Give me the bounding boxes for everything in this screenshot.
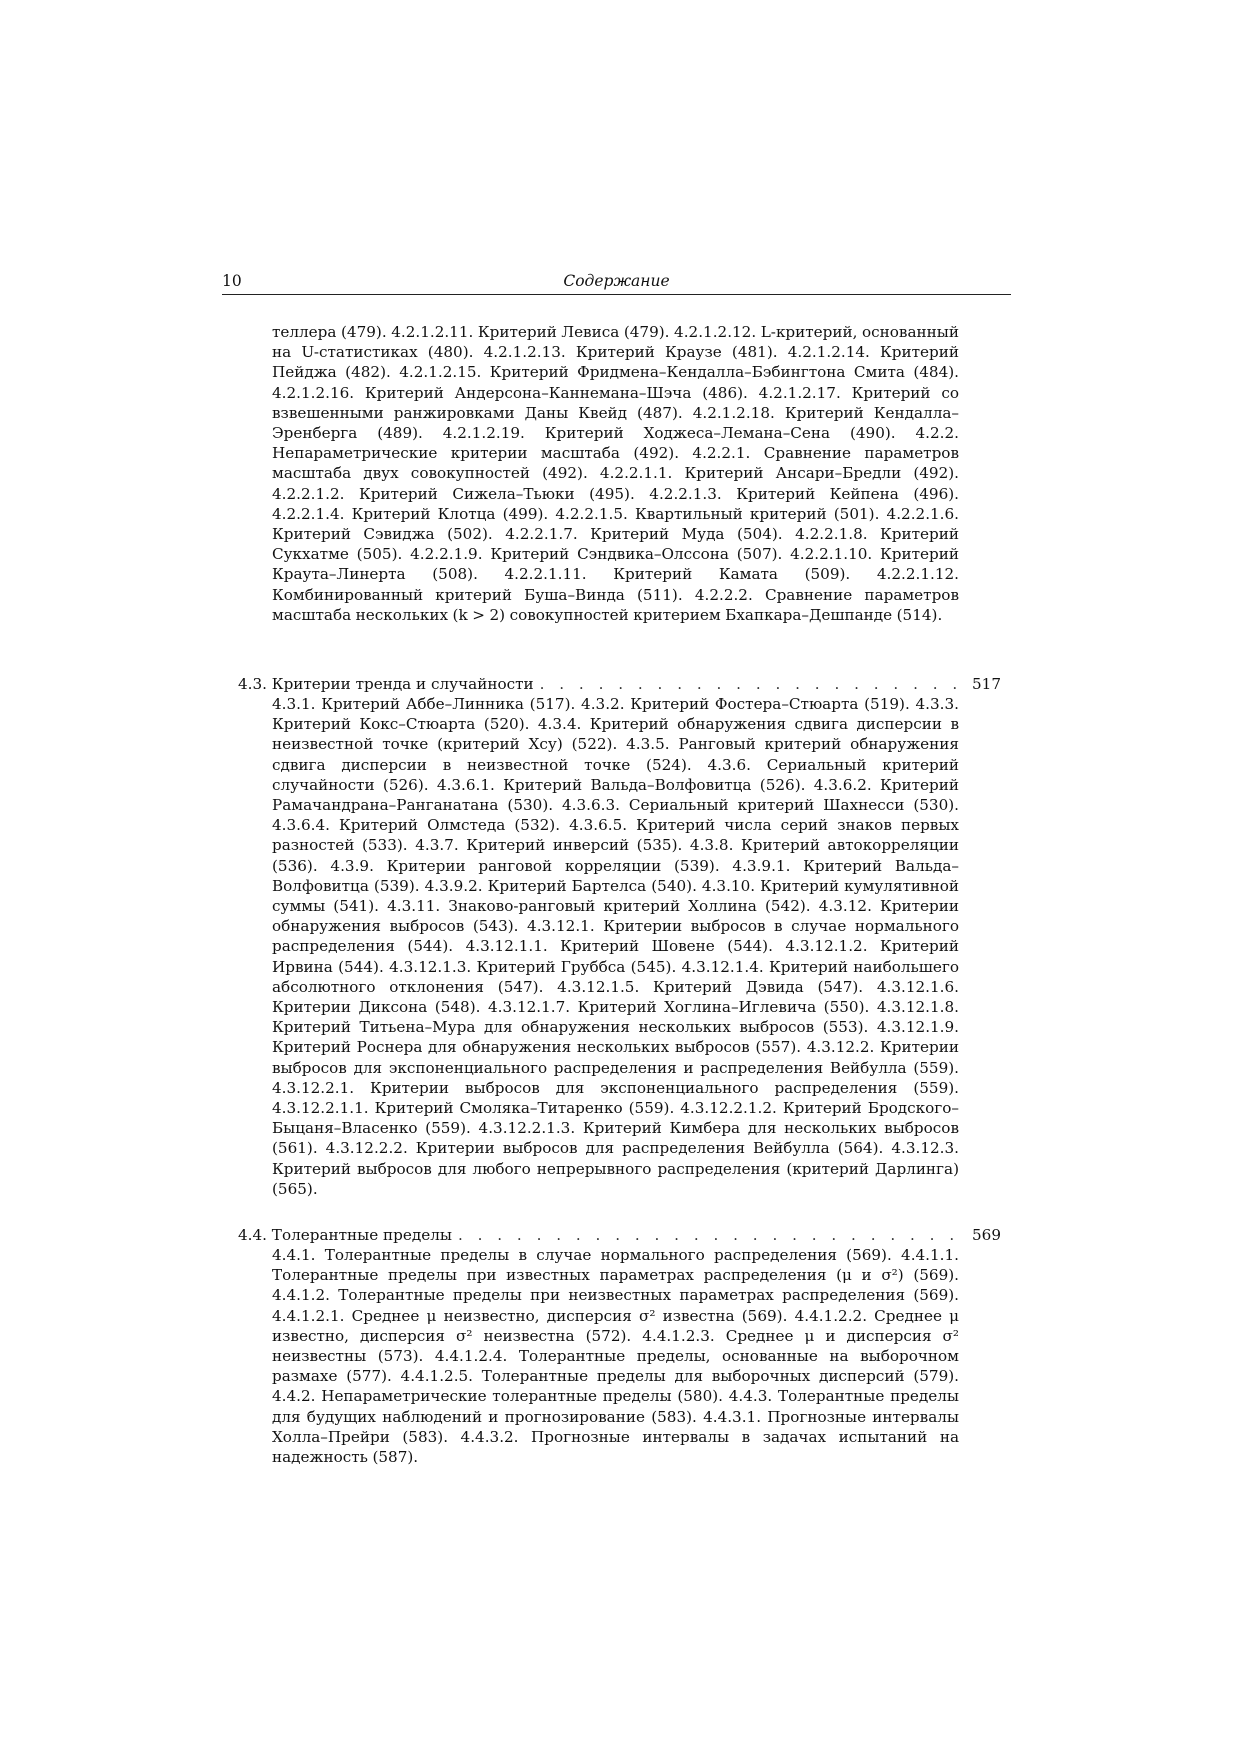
leader-dots xyxy=(458,1225,960,1245)
toc-continuation-paragraph: теллера (479). 4.2.1.2.11. Критерий Левиса (479). 4.2.1.2.12. L-критерий, основанный на U-статистиках (480). 4.2.1.2.13. Критерий Краузе (481). 4.2.1.2.14. Критерий Пейджа (482). 4.2.1.2.15. Критерий Фридмена–Кендалла–Бэбингтона Смита (484). 4.2.1.2.16. Критерий Андерсона–Каннемана–Шэча (486). 4.2.1.2.17. Критерий со взвешенными ранжировками Даны Квейд (487). 4.2.1.2.18. Критерий Кендалла–Эренберга (489). 4.2.1.2.19. Критерий Ходжеса–Лемана–Сена (490). 4.2.2. Непараметрические критерии масштаба (492). 4.2.2.1. Сравнение параметров масштаба двух совокупностей (492). 4.2.2.1.1. Критерий Ансари–Бредли (492). 4.2.2.1.2. Критерий Сижела–Тьюки (495). 4.2.2.1.3. Критерий Кейпена (496). 4.2.2.1.4. Критерий Клотца (499). 4.2.2.1.5. Квартильный критерий (501). 4.2.2.1.6. Критерий Сэвиджа (502). 4.2.2.1.7. Критерий Муда (504). 4.2.2.1.8. Критерий Сукхатме (505). 4.2.2.1.9. Критерий Сэндвика–Олссона (507). 4.2.2.1.10. Критерий Краута–Линерта (508). 4.2.2.1.11. Критерий Камата (509). 4.2.2.1.12. Комбинированный критерий Буша–Винда (511). 4.2.2.2. Сравнение параметров масштаба нескольких (k > 2) совокупностей критерием Бхапкара–Дешпанде (514). xyxy=(272,323,959,624)
toc-subentries-4-3: 4.3.1. Критерий Аббе–Линника (517). 4.3.2. Критерий Фостера–Стюарта (519). 4.3.3. Критерий Кокс–Стюарта (520). 4.3.4. Критерий обнаружения сдвига дисперсии в неизвестной точке (критерий Хсу) (522). 4.3.5. Ранговый критерий обнаружения сдвига дисперсии в неизвестной точке (524). 4.3.6. Сериальный критерий случайности (526). 4.3.6.1. Критерий Вальда–Волфовитца (526). 4.3.6.2. Критерий Рамачандрана–Ранганатана (530). 4.3.6.3. Сериальный критерий Шахнесси (530). 4.3.6.4. Критерий Олмстеда (532). 4.3.6.5. Критерий числа серий знаков первых разностей (533). 4.3.7. Критерий инверсий (535). 4.3.8. Критерий автокорреляции (536). 4.3.9. Критерии ранговой корреляции (539). 4.3.9.1. Критерий Вальда–Волфовитца (539). 4.3.9.2. Критерий Бартелса (540). 4.3.10. Критерий кумулятивной суммы (541). 4.3.11. Знаково-ранговый критерий Холлина (542). 4.3.12. Критерии обнаружения выбросов (543). 4.3.12.1. Критерии выбросов в случае нормального распределения (544). 4.3.12.1.1. Критерий Шовене (544). 4.3.12.1.2. Критерий Ирвина (544). 4.3.12.1.3. Критерий Груббса (545). 4.3.12.1.4. Критерий наибольшего абсолютного отклонения (547). 4.3.12.1.5. Критерий Дэвида (547). 4.3.12.1.6. Критерии Диксона (548). 4.3.12.1.7. Критерий Хоглина–Иглевича (550). 4.3.12.1.8. Критерий Титьена–Мура для обнаружения нескольких выбросов (553). 4.3.12.1.9. Критерий Роснера для обнаружения нескольких выбросов (557). 4.3.12.2. Критерии выбросов для экспоненциального распределения и распределения Вейбулла (559). 4.3.12.2.1. Критерии выбросов для экспоненциального распределения (559). 4.3.12.2.1.1. Критерий Смоляка–Титаренко (559). 4.3.12.2.1.2. Критерий Бродского–Быцаня–Власенко (559). 4.3.12.2.1.3. Критерий Кимбера для нескольких выбросов (561). 4.3.12.2.2. Критерии выбросов для распределения Вейбулла (564). 4.3.12.3. Критерий выбросов для любого непрерывного распределения (критерий Дарлинга) (565). xyxy=(272,695,959,1198)
toc-entry-4-4 xyxy=(238,1225,960,1245)
leader-dots xyxy=(540,674,960,694)
running-title: Содержание xyxy=(563,272,670,290)
toc-entry-page: 517 xyxy=(972,675,1001,693)
running-head xyxy=(222,272,1011,295)
toc-entry-title: 4.3. Критерии тренда и случайности xyxy=(238,675,534,693)
toc-entry-4-3 xyxy=(238,674,960,694)
toc-entry-page: 569 xyxy=(972,1226,1001,1244)
toc-entry-title: 4.4. Толерантные пределы xyxy=(238,1226,452,1244)
toc-subentries-4-4: 4.4.1. Толерантные пределы в случае нормального распределения (569). 4.4.1.1. Толерантные пределы при известных параметрах распределения (μ и σ²) (569). 4.4.1.2. Толерантные пределы при неизвестных параметрах распределения (569). 4.4.1.2.1. Среднее μ неизвестно, дисперсия σ² известна (569). 4.4.1.2.2. Среднее μ известно, дисперсия σ² неизвестна (572). 4.4.1.2.3. Среднее μ и дисперсия σ² неизвестны (573). 4.4.1.2.4. Толерантные пределы, основанные на выборочном размахе (577). 4.4.1.2.5. Толерантные пределы для выборочных дисперсий (579). 4.4.2. Непараметрические толерантные пределы (580). 4.4.3. Толерантные пределы для будущих наблюдений и прогнозирование (583). 4.4.3.1. Прогнозные интервалы Холла–Прейри (583). 4.4.3.2. Прогнозные интервалы в задачах испытаний на надежность (587). xyxy=(272,1246,959,1467)
page-number: 10 xyxy=(222,272,242,290)
